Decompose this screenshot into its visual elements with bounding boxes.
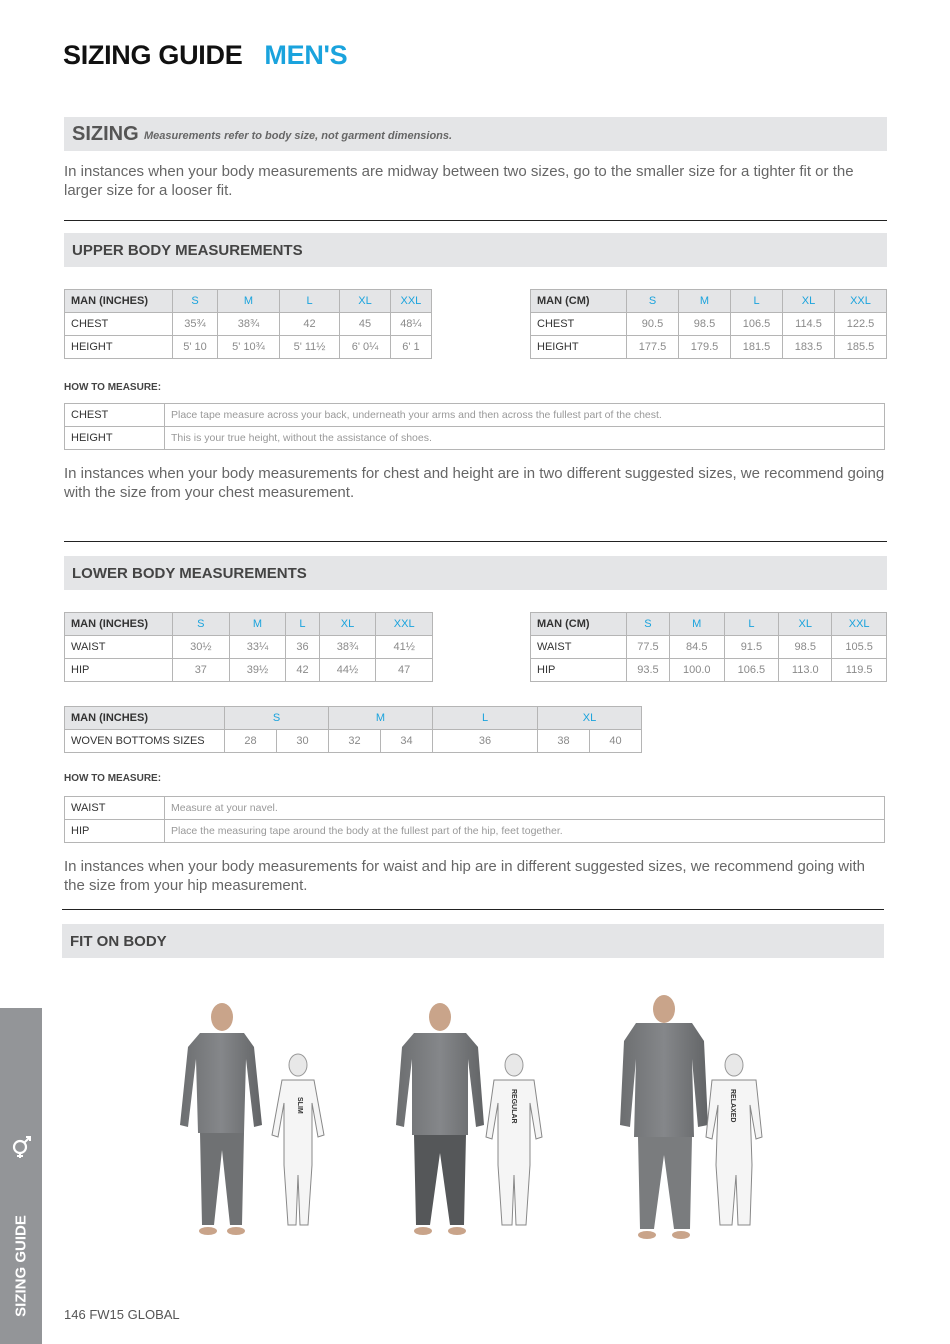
size-xxl: XXL xyxy=(832,613,887,636)
upper-note: In instances when your body measurements for chest and height are in two different suggested sizes, we recommend going with the size from your chest measurement. xyxy=(64,465,885,501)
model-photo-slim xyxy=(180,1003,262,1235)
cell: 77.5 xyxy=(627,636,670,659)
cell: 105.5 xyxy=(832,636,887,659)
sizing-heading: SIZING xyxy=(72,123,139,145)
woven-bottoms-table xyxy=(64,706,642,753)
size-m: M xyxy=(669,613,724,636)
cell: 44½ xyxy=(319,659,376,682)
cell: Place the measuring tape around the body at the fullest part of the hip, feet together. xyxy=(165,820,885,843)
cell: 32 xyxy=(329,730,381,753)
row-label: CHEST xyxy=(531,313,627,336)
cell: 185.5 xyxy=(835,336,887,359)
cell: 113.0 xyxy=(779,659,832,682)
row-label: WAIST xyxy=(65,636,173,659)
sizing-intro: In instances when your body measurements are midway between two sizes, go to the smaller size for a tighter fit or the larger size for a looser fit. xyxy=(64,163,854,199)
divider xyxy=(62,909,884,910)
footer xyxy=(64,1307,180,1322)
table-row xyxy=(65,313,432,336)
cell: 114.5 xyxy=(783,313,835,336)
cell: 36 xyxy=(286,636,319,659)
lower-note: In instances when your body measurements for waist and hip are in different suggested sizes, we recommend going with the size from your hip measurement. xyxy=(64,858,865,894)
table-row xyxy=(65,797,885,820)
fit-label-slim: SLIM xyxy=(296,1097,303,1114)
cell: 106.5 xyxy=(731,313,783,336)
cell: 30 xyxy=(277,730,329,753)
cell: 45 xyxy=(340,313,391,336)
cell: 48¼ xyxy=(390,313,431,336)
size-m: M xyxy=(329,707,433,730)
title-main: SIZING GUIDE xyxy=(63,40,243,70)
cell: 93.5 xyxy=(627,659,670,682)
gender-symbol-icon xyxy=(9,1133,35,1159)
table-row xyxy=(531,336,887,359)
sizing-note: Measurements refer to body size, not garment dimensions. xyxy=(144,130,453,142)
size-xl: XL xyxy=(340,290,391,313)
row-label: HEIGHT xyxy=(65,336,173,359)
cell: 119.5 xyxy=(832,659,887,682)
cell: 6' 1 xyxy=(390,336,431,359)
title-sub: MEN'S xyxy=(264,40,348,70)
cell: 40 xyxy=(590,730,642,753)
fit-label-regular: REGULAR xyxy=(510,1089,517,1124)
cell: 36 xyxy=(433,730,538,753)
cell: 5' 10¾ xyxy=(218,336,280,359)
upper-body-bar xyxy=(64,233,887,267)
cell: 179.5 xyxy=(679,336,731,359)
row-label: WAIST xyxy=(65,797,165,820)
upper-cm-table xyxy=(530,289,887,359)
size-xl: XL xyxy=(779,613,832,636)
header-cell: MAN (INCHES) xyxy=(65,707,225,730)
how-to-measure-label: HOW TO MEASURE: xyxy=(64,773,162,784)
fit-label-relaxed: RELAXED xyxy=(729,1089,736,1123)
cell: 28 xyxy=(225,730,277,753)
cell: 42 xyxy=(279,313,339,336)
cell: Place tape measure across your back, underneath your arms and then across the fullest part of the chest. xyxy=(165,404,885,427)
cell: This is your true height, without the assistance of shoes. xyxy=(165,427,885,450)
cell: Measure at your navel. xyxy=(165,797,885,820)
fit-on-body-heading: FIT ON BODY xyxy=(70,933,167,950)
size-xl: XL xyxy=(783,290,835,313)
cell: 6' 0¼ xyxy=(340,336,391,359)
size-s: S xyxy=(627,290,679,313)
upper-how-table xyxy=(64,403,885,450)
size-xxl: XXL xyxy=(835,290,887,313)
page-title xyxy=(63,40,347,71)
row-label: HIP xyxy=(65,820,165,843)
fit-illustrations xyxy=(150,985,800,1245)
size-l: L xyxy=(433,707,538,730)
size-l: L xyxy=(724,613,779,636)
edition-label: FW15 GLOBAL xyxy=(89,1307,180,1322)
size-xxl: XXL xyxy=(390,290,431,313)
lower-inches-table xyxy=(64,612,433,682)
lower-cm-table xyxy=(530,612,887,682)
cell: 37 xyxy=(173,659,230,682)
cell: 183.5 xyxy=(783,336,835,359)
cell: 39½ xyxy=(229,659,286,682)
upper-inches-table xyxy=(64,289,432,359)
cell: 35¾ xyxy=(173,313,218,336)
row-label: HIP xyxy=(65,659,173,682)
divider xyxy=(64,541,887,542)
sizing-bar xyxy=(64,117,887,151)
cell: 98.5 xyxy=(679,313,731,336)
table-header-row xyxy=(65,290,432,313)
cell: 5' 11½ xyxy=(279,336,339,359)
table-row xyxy=(531,313,887,336)
table-header-row xyxy=(531,613,887,636)
size-xl: XL xyxy=(319,613,376,636)
size-m: M xyxy=(679,290,731,313)
divider xyxy=(64,220,887,221)
upper-body-heading: UPPER BODY MEASUREMENTS xyxy=(72,242,303,259)
table-header-row xyxy=(65,707,642,730)
header-cell: MAN (INCHES) xyxy=(65,613,173,636)
model-photo-relaxed xyxy=(620,995,708,1239)
size-l: L xyxy=(731,290,783,313)
row-label: CHEST xyxy=(65,313,173,336)
table-row xyxy=(65,730,642,753)
cell: 181.5 xyxy=(731,336,783,359)
cell: 177.5 xyxy=(627,336,679,359)
table-header-row xyxy=(531,290,887,313)
table-row xyxy=(65,820,885,843)
page-number: 146 xyxy=(64,1307,86,1322)
cell: 5' 10 xyxy=(173,336,218,359)
size-s: S xyxy=(173,290,218,313)
table-row xyxy=(65,659,433,682)
row-label: HIP xyxy=(531,659,627,682)
size-l: L xyxy=(286,613,319,636)
header-cell: MAN (INCHES) xyxy=(65,290,173,313)
sidebar-label-wrap xyxy=(6,1206,36,1326)
cell: 47 xyxy=(376,659,433,682)
size-m: M xyxy=(218,290,280,313)
cell: 30½ xyxy=(173,636,230,659)
model-photo-regular xyxy=(396,1003,484,1235)
row-label: CHEST xyxy=(65,404,165,427)
cell: 100.0 xyxy=(669,659,724,682)
sidebar-label: SIZING GUIDE xyxy=(12,1215,30,1317)
lower-body-bar xyxy=(64,556,887,590)
cell: 42 xyxy=(286,659,319,682)
cell: 98.5 xyxy=(779,636,832,659)
cell: 38¾ xyxy=(218,313,280,336)
cell: 90.5 xyxy=(627,313,679,336)
size-m: M xyxy=(229,613,286,636)
size-s: S xyxy=(627,613,670,636)
cell: 34 xyxy=(381,730,433,753)
row-label: HEIGHT xyxy=(531,336,627,359)
table-row xyxy=(531,636,887,659)
cell: 122.5 xyxy=(835,313,887,336)
row-label: WAIST xyxy=(531,636,627,659)
table-row xyxy=(65,404,885,427)
table-row xyxy=(65,336,432,359)
mannequin-relaxed xyxy=(706,1054,762,1225)
fit-on-body-bar xyxy=(62,924,884,958)
mannequin-slim xyxy=(272,1054,324,1225)
cell: 41½ xyxy=(376,636,433,659)
size-s: S xyxy=(225,707,329,730)
sidebar-tab xyxy=(0,1008,42,1344)
size-s: S xyxy=(173,613,230,636)
size-xl: XL xyxy=(538,707,642,730)
header-cell: MAN (CM) xyxy=(531,613,627,636)
cell: 91.5 xyxy=(724,636,779,659)
lower-how-table xyxy=(64,796,885,843)
cell: 38¾ xyxy=(319,636,376,659)
table-row xyxy=(65,636,433,659)
table-row xyxy=(531,659,887,682)
row-label: HEIGHT xyxy=(65,427,165,450)
cell: 33¼ xyxy=(229,636,286,659)
cell: 38 xyxy=(538,730,590,753)
cell: 106.5 xyxy=(724,659,779,682)
how-to-measure-label: HOW TO MEASURE: xyxy=(64,382,162,393)
table-header-row xyxy=(65,613,433,636)
mannequin-regular xyxy=(486,1054,542,1225)
table-row xyxy=(65,427,885,450)
header-cell: MAN (CM) xyxy=(531,290,627,313)
cell: 84.5 xyxy=(669,636,724,659)
lower-body-heading: LOWER BODY MEASUREMENTS xyxy=(72,565,307,582)
size-xxl: XXL xyxy=(376,613,433,636)
row-label: WOVEN BOTTOMS SIZES xyxy=(65,730,225,753)
size-l: L xyxy=(279,290,339,313)
